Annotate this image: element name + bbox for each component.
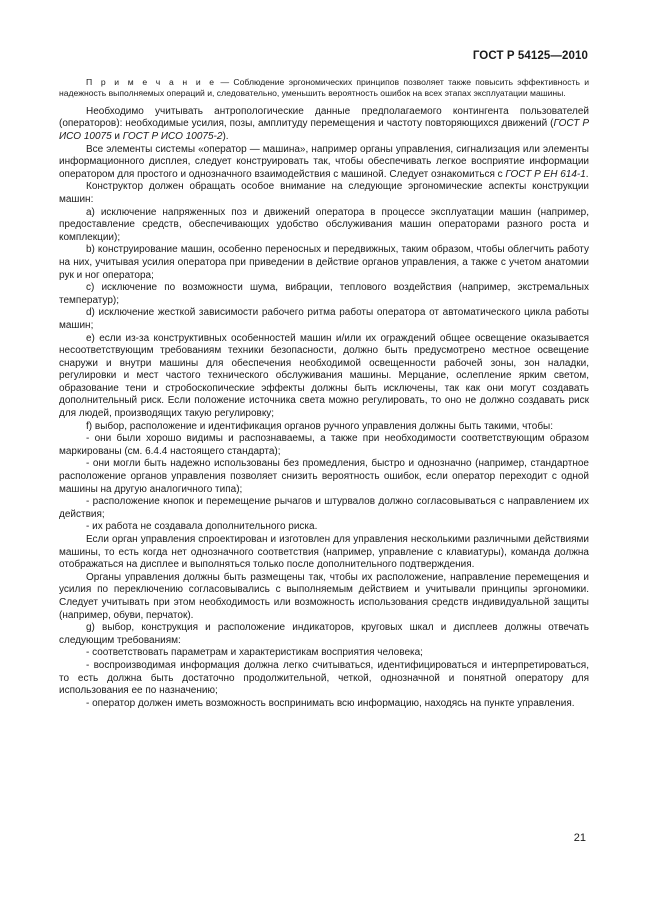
list-item: f) выбор, расположение и идентификация органов ручного управления должны быть такими, чтобы: <box>86 420 554 432</box>
paragraph: Конструктор должен обращать особое внимание на следующие эргономические аспекты конструкции машин: <box>59 181 589 205</box>
note-label: П р и м е ч а н и е <box>86 77 217 87</box>
list-item: a) исключение напряженных поз и движений оператора в процессе эксплуатации машин (например, предоставление средств, обеспечивающих удобство обслуживания машин операторами разного роста и комплекции); <box>59 206 589 243</box>
list-item: c) исключение по возможности шума, вибрации, теплового воздействия (например, экстремальных температур); <box>59 282 589 306</box>
sub-list-item: - расположение кнопок и перемещение рычагов и штурвалов должно согласовываться с направлением их действия; <box>59 496 589 520</box>
sub-list-item: - они были хорошо видимы и распознаваемы, а также при необходимости соответствующим образом маркированы (см. 6.4.4 настоящего стандарта); <box>59 433 589 457</box>
sub-list-item: - оператор должен иметь возможность воспринимать всю информацию, находясь на пункте управления. <box>86 697 575 709</box>
paragraph-anthropology: Необходимо учитывать антропологические данные предполагаемого контингента пользователей (операторов): необходимые усилия, позы, амплитуду перемещения и частоту повторяющихся движений (ГОСТ Р ИСО 10075 и ГОСТ Р ИСО 10075-2). <box>59 105 589 142</box>
body-text <box>59 77 589 710</box>
page-number: 21 <box>573 832 586 844</box>
standard-reference: ГОСТ Р ЕН 614-1 <box>505 168 586 180</box>
paragraph: Органы управления должны быть размещены так, чтобы их расположение, направление перемещения и усилия по переключению согласовывались с выполняемым действием и учитывали принципы эргономики. Следует учитывать при этом необходимость или возможность использования средств индивидуальной защиты (например, обуви, перчаток). <box>59 571 589 621</box>
note-text: — Соблюдение эргономических принципов позволяет также повысить эффективность и надежность выполняемых операций и, следовательно, уменьшить вероятность ошибок на всех этапах эксплуатации машины. <box>59 77 589 99</box>
list-item: g) выбор, конструкция и расположение индикаторов, круговых шкал и дисплеев должны отвечать следующим требованиям: <box>59 622 589 646</box>
paragraph-system-elements: Все элементы системы «оператор — машина», например органы управления, сигнализация или элементы информационного дисплея, следует конструировать так, чтобы обеспечивать легкое восприятие информации оператором для простого и однозначного взаимодействия с машиной. Следует ознакомиться с ГОСТ Р ЕН 614-1. <box>59 143 589 180</box>
sub-list-item: - воспроизводимая информация должна легко считываться, идентифицироваться и интерпретироваться, то есть должна быть достаточно продолжительной, четкой, однозначной и понятной оператору для использования ее по назначению; <box>59 659 589 697</box>
list-item: b) конструирование машин, особенно переносных и передвижных, таким образом, чтобы облегчить работу на них, учитывая усилия оператора при приведении в действие органов управления, а также с учетом анатомии рук и ног оператора; <box>59 244 589 281</box>
list-item: e) если из-за конструктивных особенностей машин и/или их ограждений общее освещение оказывается несоответствующим требованиям техники безопасности, должно быть предусмотрено местное освещение снаружи и внутри машины для обеспечения необходимой освещенности рабочей зоны, зон наладки, регулировки и мест частого технического обслуживания машины. Мерцание, ослепление ярким светом, образование тени и стробоскопические эффекты должны быть исключены, так как они могут создавать дополнительный риск. Если положение источника света можно регулировать, то оно не должно создавать риск для людей, производящих такую регулировку; <box>59 332 589 420</box>
sub-list-item: - их работа не создавала дополнительного риска. <box>86 521 318 533</box>
standard-reference: ГОСТ Р ИСО 10075 <box>59 118 589 142</box>
paragraph: Если орган управления спроектирован и изготовлен для управления несколькими различными действиями машины, то есть когда нет однозначного соответствия (например, управление с клавиатуры), команда должна отображаться на дисплее и выполняться только после дополнительного подтверждения. <box>59 534 589 571</box>
sub-list-item: - соответствовать параметрам и характеристикам восприятия человека; <box>86 647 423 659</box>
list-item: d) исключение жесткой зависимости рабочего ритма работы оператора от автоматического цикла работы машин; <box>59 307 589 331</box>
sub-list-item: - они могли быть надежно использованы без промедления, быстро и однозначно (например, стандартное расположение органов управления позволяет снизить вероятность ошибок, если оператор переходит с одной машины на другую аналогичного типа); <box>59 458 589 495</box>
standard-reference: ГОСТ Р ИСО 10075-2 <box>122 131 223 142</box>
note-paragraph <box>59 77 589 100</box>
document-header: ГОСТ Р 54125—2010 <box>472 50 588 62</box>
